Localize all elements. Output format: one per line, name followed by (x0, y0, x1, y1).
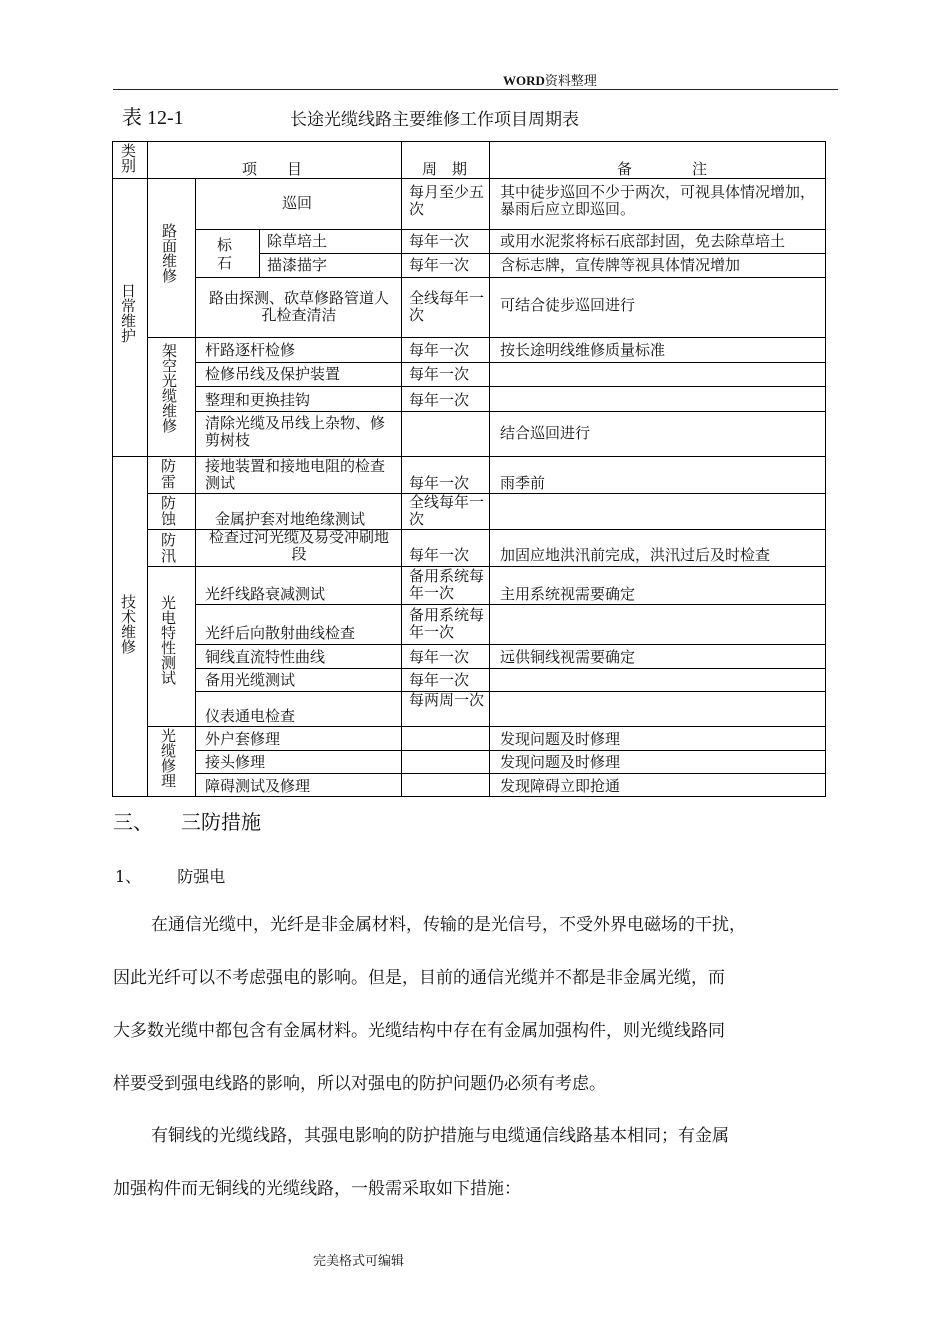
paragraph-line: 大多数光缆中都包含有金属材料。光缆结构中存在有金属加强构件，则光缆线路同 (113, 1021, 725, 1041)
grid-line (259, 253, 826, 254)
table-cell-item: 整理和更换挂钩 (205, 391, 311, 409)
table-cell-item: 光纤线路衰减测试 (205, 585, 326, 603)
grid-line (147, 337, 826, 338)
table-cell-item: 备用光缆测试 (205, 671, 296, 689)
table-cell-item: 接头修理 (205, 753, 266, 771)
group-road: 路面维修 (161, 222, 177, 285)
header-brand: WORD (503, 73, 545, 88)
table-cell-period: 每年一次 (409, 256, 470, 274)
grid-line (195, 773, 826, 774)
grid-line (195, 229, 826, 230)
table-cell-period: 每年一次 (409, 391, 470, 409)
group-marker: 标石 (216, 236, 232, 272)
table-cell-item: 光纤后向散射曲线检查 (205, 624, 356, 642)
table-cell-item: 描漆描字 (267, 256, 328, 274)
subsection-number: 1、 (115, 867, 142, 886)
table-cell-remark: 主用系统视需要确定 (500, 585, 636, 603)
group-corrosion: 防蚀 (160, 494, 176, 528)
table-cell-remark: 远供铜线视需要确定 (500, 648, 636, 666)
section-title: 三防措施 (181, 810, 261, 834)
table-cell-period: 每月至少五次 (409, 183, 485, 218)
grid-line (195, 179, 196, 456)
table-cell-period: 每年一次 (409, 546, 470, 564)
table-cell-period: 每年一次 (409, 341, 470, 359)
table-cell-item: 接地装置和接地电阻的检查测试 (205, 457, 386, 492)
group-repair: 光缆修理 (160, 727, 176, 790)
table-cell-period: 全线每年一次 (409, 493, 485, 528)
table-cell-period: 全线每年一次 (409, 289, 485, 324)
table-cell-item: 路由探测、砍草修路管道人孔检查清洁 (208, 289, 389, 324)
col-header-category: 类别 (120, 142, 136, 175)
group-lightning: 防雷 (160, 457, 176, 491)
table-cell-period: 每年一次 (409, 232, 470, 250)
col-header-remark: 备 注 (617, 160, 708, 178)
header-rule (113, 89, 838, 90)
subsection-heading (115, 864, 225, 887)
group-flood: 防汛 (160, 531, 176, 565)
col-header-period: 周 期 (422, 160, 468, 178)
table-cell-remark: 发现问题及时修理 (500, 730, 621, 748)
grid-line (195, 644, 826, 645)
group-routine: 日常维护 (120, 282, 136, 345)
table-cell-remark: 其中徒步巡回不少于两次，可视具体情况增加，暴雨后应立即巡回。 (500, 183, 816, 218)
grid-line (195, 277, 826, 278)
table-cell-remark: 发现问题及时修理 (500, 753, 621, 771)
table-cell-remark: 或用水泥浆将标石底部封固，免去除草培土 (500, 232, 786, 250)
table-cell-item: 清除光缆及吊线上杂物、修剪树枝 (205, 414, 386, 449)
paragraph-line: 在通信光缆中，光纤是非金属材料，传输的是光信号，不受外界电磁场的干扰， (151, 915, 746, 935)
grid-line (147, 493, 826, 494)
table-cell-item: 铜线直流特性曲线 (205, 648, 326, 666)
table-cell-period: 每年一次 (409, 474, 470, 492)
table-cell-period: 每年一次 (409, 671, 470, 689)
table-cell-period: 每年一次 (409, 648, 470, 666)
table-cell-item: 检修吊线及保护装置 (205, 365, 341, 383)
page-footer: 完美格式可编辑 (313, 1254, 405, 1269)
table-cell-item: 检查过河光缆及易受冲刷地段 (208, 528, 389, 563)
table-cell-item: 障碍测试及修理 (205, 777, 311, 795)
grid-line (195, 668, 826, 669)
table-cell-remark: 可结合徒步巡回进行 (500, 296, 636, 314)
subsection-title: 防强电 (177, 867, 226, 886)
table-cell-item: 外户套修理 (205, 730, 281, 748)
grid-line (195, 456, 196, 797)
grid-line (147, 726, 826, 727)
group-aerial: 架空光缆维修 (161, 342, 177, 435)
paragraph-line: 因此光纤可以不考虑强电的影响。但是，目前的通信光缆并不都是非金属光缆，而 (113, 968, 725, 988)
grid-line (195, 362, 826, 363)
table-cell-item: 金属护套对地绝缘测试 (215, 510, 366, 528)
table-cell-remark: 按长途明线维修质量标准 (500, 341, 666, 359)
page-header (503, 70, 597, 89)
grid-line (195, 229, 196, 277)
grid-line (195, 750, 826, 751)
table-cell-period: 备用系统每年一次 (409, 606, 485, 641)
grid-line (195, 604, 826, 605)
maintenance-table (112, 141, 826, 797)
table-cell-remark: 含标志牌，宣传牌等视具体情况增加 (500, 256, 741, 274)
section-heading (113, 806, 261, 835)
table-title: 长途光缆线路主要维修工作项目周期表 (290, 110, 579, 130)
table-cell-period: 备用系统每年一次 (409, 567, 485, 602)
paragraph-line: 有铜线的光缆线路，其强电影响的防护措施与电缆通信线路基本相同；有金属 (151, 1126, 729, 1146)
group-optical: 光电特性测试 (160, 594, 176, 687)
table-cell-item: 巡回 (282, 194, 313, 212)
grid-line (195, 386, 826, 387)
table-cell-remark: 加固应地洪汛前完成，洪汛过后及时检查 (500, 546, 771, 564)
grid-line (195, 691, 826, 692)
table-cell-remark: 雨季前 (500, 474, 546, 492)
group-technical: 技术维修 (120, 593, 136, 656)
header-text: 资料整理 (544, 74, 597, 89)
table-cell-item: 仪表通电检查 (205, 707, 296, 725)
paragraph-line: 样要受到强电线路的影响，所以对强电的防护问题仍必须有考虑。 (113, 1074, 606, 1094)
table-cell-item: 杆路逐杆检修 (205, 341, 296, 359)
table-cell-remark: 结合巡回进行 (500, 424, 591, 442)
table-cell-remark: 发现障碍立即抢通 (500, 777, 621, 795)
grid-line (147, 566, 826, 567)
table-cell-period: 每年一次 (409, 365, 470, 383)
section-number: 三、 (113, 810, 153, 834)
table-cell-period: 每两周一次 (409, 691, 485, 709)
grid-line (195, 411, 826, 412)
table-cell-item: 除草培土 (267, 232, 328, 250)
col-header-item: 项 目 (242, 160, 303, 178)
paragraph-line: 加强构件而无铜线的光缆线路，一般需采取如下措施： (113, 1179, 521, 1199)
table-label: 表 12-1 (122, 107, 184, 129)
